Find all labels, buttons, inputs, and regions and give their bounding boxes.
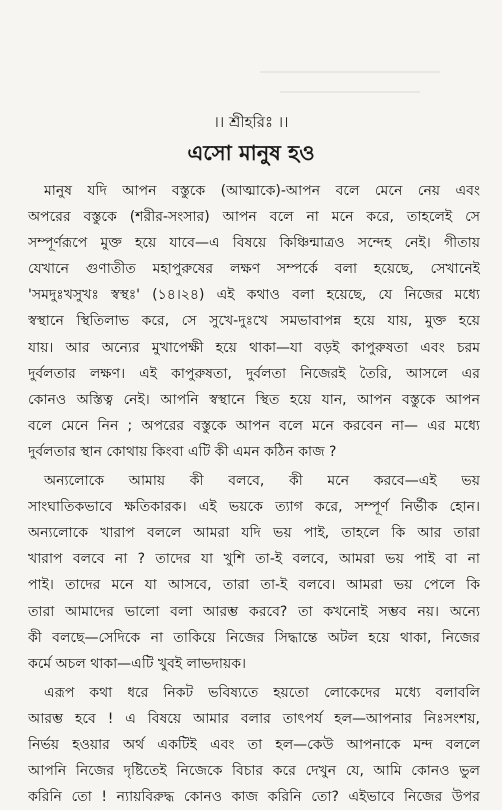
text-line: মানুষ যদি আপন বস্তুকে (আত্মাকে)-আপন বলে মেনে নেয় এবং <box>44 183 480 199</box>
body-text <box>28 178 480 810</box>
text-line: অন্যলোকে খারাপ বললে আমরা যদি ভয় পাই, তাহলে কি আর তারা <box>28 525 480 542</box>
text-line: করিনি তো ! ন্যায়বিরুদ্ধ কোনও কাজ করিনি তো? এইভাবে নিজের উপর <box>28 789 480 806</box>
text-line: এরূপ কথা ধরে নিকট ভবিষ্যতে হয়তো লোকেদের মধ্যে বলাবলি <box>44 684 480 701</box>
chapter-title: এসো মানুষ হও <box>187 141 315 165</box>
text-line: আপনি নিজের দৃষ্টিতেই নিজেকে বিচার করে দেখুন যে, আমি কোনও ভুল <box>28 763 480 780</box>
text-line: বলে মেনে নিন ; অপরের বস্তুকে আপন বলে মনে করবেন না— এর মধ্যে <box>28 417 480 434</box>
invocation-line: ।। শ্রীহরিঃ ।। <box>213 113 289 131</box>
text-line: তারা আমাদের ভালো বলা আরম্ভ করবে? তা কখনোই সম্ভব নয়। অন্যে <box>28 603 480 620</box>
text-line: আরম্ভ হবে ! এ বিষয়ে আমার বলার তাৎপর্য হল—আপনার নিঃসংশয়, <box>28 710 480 727</box>
text-line: কোনও অস্তিত্ব নেই। আপনি স্বস্থানে স্থিত হয়ে যান, আপন বস্তুকে আপন <box>28 391 480 408</box>
text-line: কী বলছে—সেদিকে না তাকিয়ে নিজের সিদ্ধান্তে অটল হয়ে থাকা, নিজের <box>28 629 480 646</box>
text-line: দুর্বলতার লক্ষণ। এই কাপুরুষতা, দুর্বলতা নিজেরই তৈরি, আসলে এর <box>28 365 480 382</box>
text-line: কর্মে অচল থাকা—এটি খুবই লাভদায়ক। <box>28 655 247 672</box>
text-line: খারাপ বলবে না ? তাদের যা খুশি তা-ই বলবে, আমরা ভয় পাই বা না <box>28 551 480 568</box>
paragraph-2 <box>28 468 480 677</box>
text-line: নির্ভয় হওয়ার অর্থ একটিই এবং তা হল—কেউ আপনাকে মন্দ বললে <box>28 736 480 753</box>
text-line: সাংঘাতিকভাবে ক্ষতিকারক। এই ভয়কে ত্যাগ করে, সম্পূর্ণ নির্ভীক হোন। <box>28 499 480 516</box>
text-line: 'সমদুঃখসুখঃ স্বস্থঃ' (১৪।২৪) এই কথাও বলা হয়েছে, যে নিজের মধ্যে <box>28 287 480 304</box>
text-line: সম্পূর্ণরূপে মুক্ত হয়ে যাবে—এ বিষয়ে কিঞ্চিন্মাত্রও সন্দেহ নেই। গীতায় <box>28 235 480 252</box>
text-line: যেখানে গুণাতীত মহাপুরুষের লক্ষণ সম্পর্কে বলা হয়েছে, সেখানেই <box>28 261 480 278</box>
text-line: পাই। তাদের মনে যা আসবে, তারা তা-ই বলবে। আমরা ভয় পেলে কি <box>28 577 480 594</box>
text-line: স্বস্থানে স্থিতিলাভ করে, সে সুখে-দুঃখে সমভাবাপন্ন হয়ে যায়, মুক্ত হয়ে <box>28 313 480 330</box>
paragraph-3 <box>28 680 480 810</box>
paragraph-1 <box>28 178 480 465</box>
text-line: অন্যলোকে আমায় কী বলবে, কী মনে করবে—এই ভয় <box>44 473 480 490</box>
text-line: যায়। আর অন্যের মুখাপেক্ষী হয়ে থাকা—যা বড়ই কাপুরুষতা এবং চরম <box>28 339 480 356</box>
text-line: দুর্বলতার স্থান কোথায় কিংবা এটি কী এমন কঠিন কাজ ? <box>28 443 337 460</box>
text-line: অপরের বস্তুকে (শরীর-সংসার) আপন বলে না মনে করে, তাহলেই সে <box>28 209 480 226</box>
faded-header-mark <box>250 52 450 112</box>
